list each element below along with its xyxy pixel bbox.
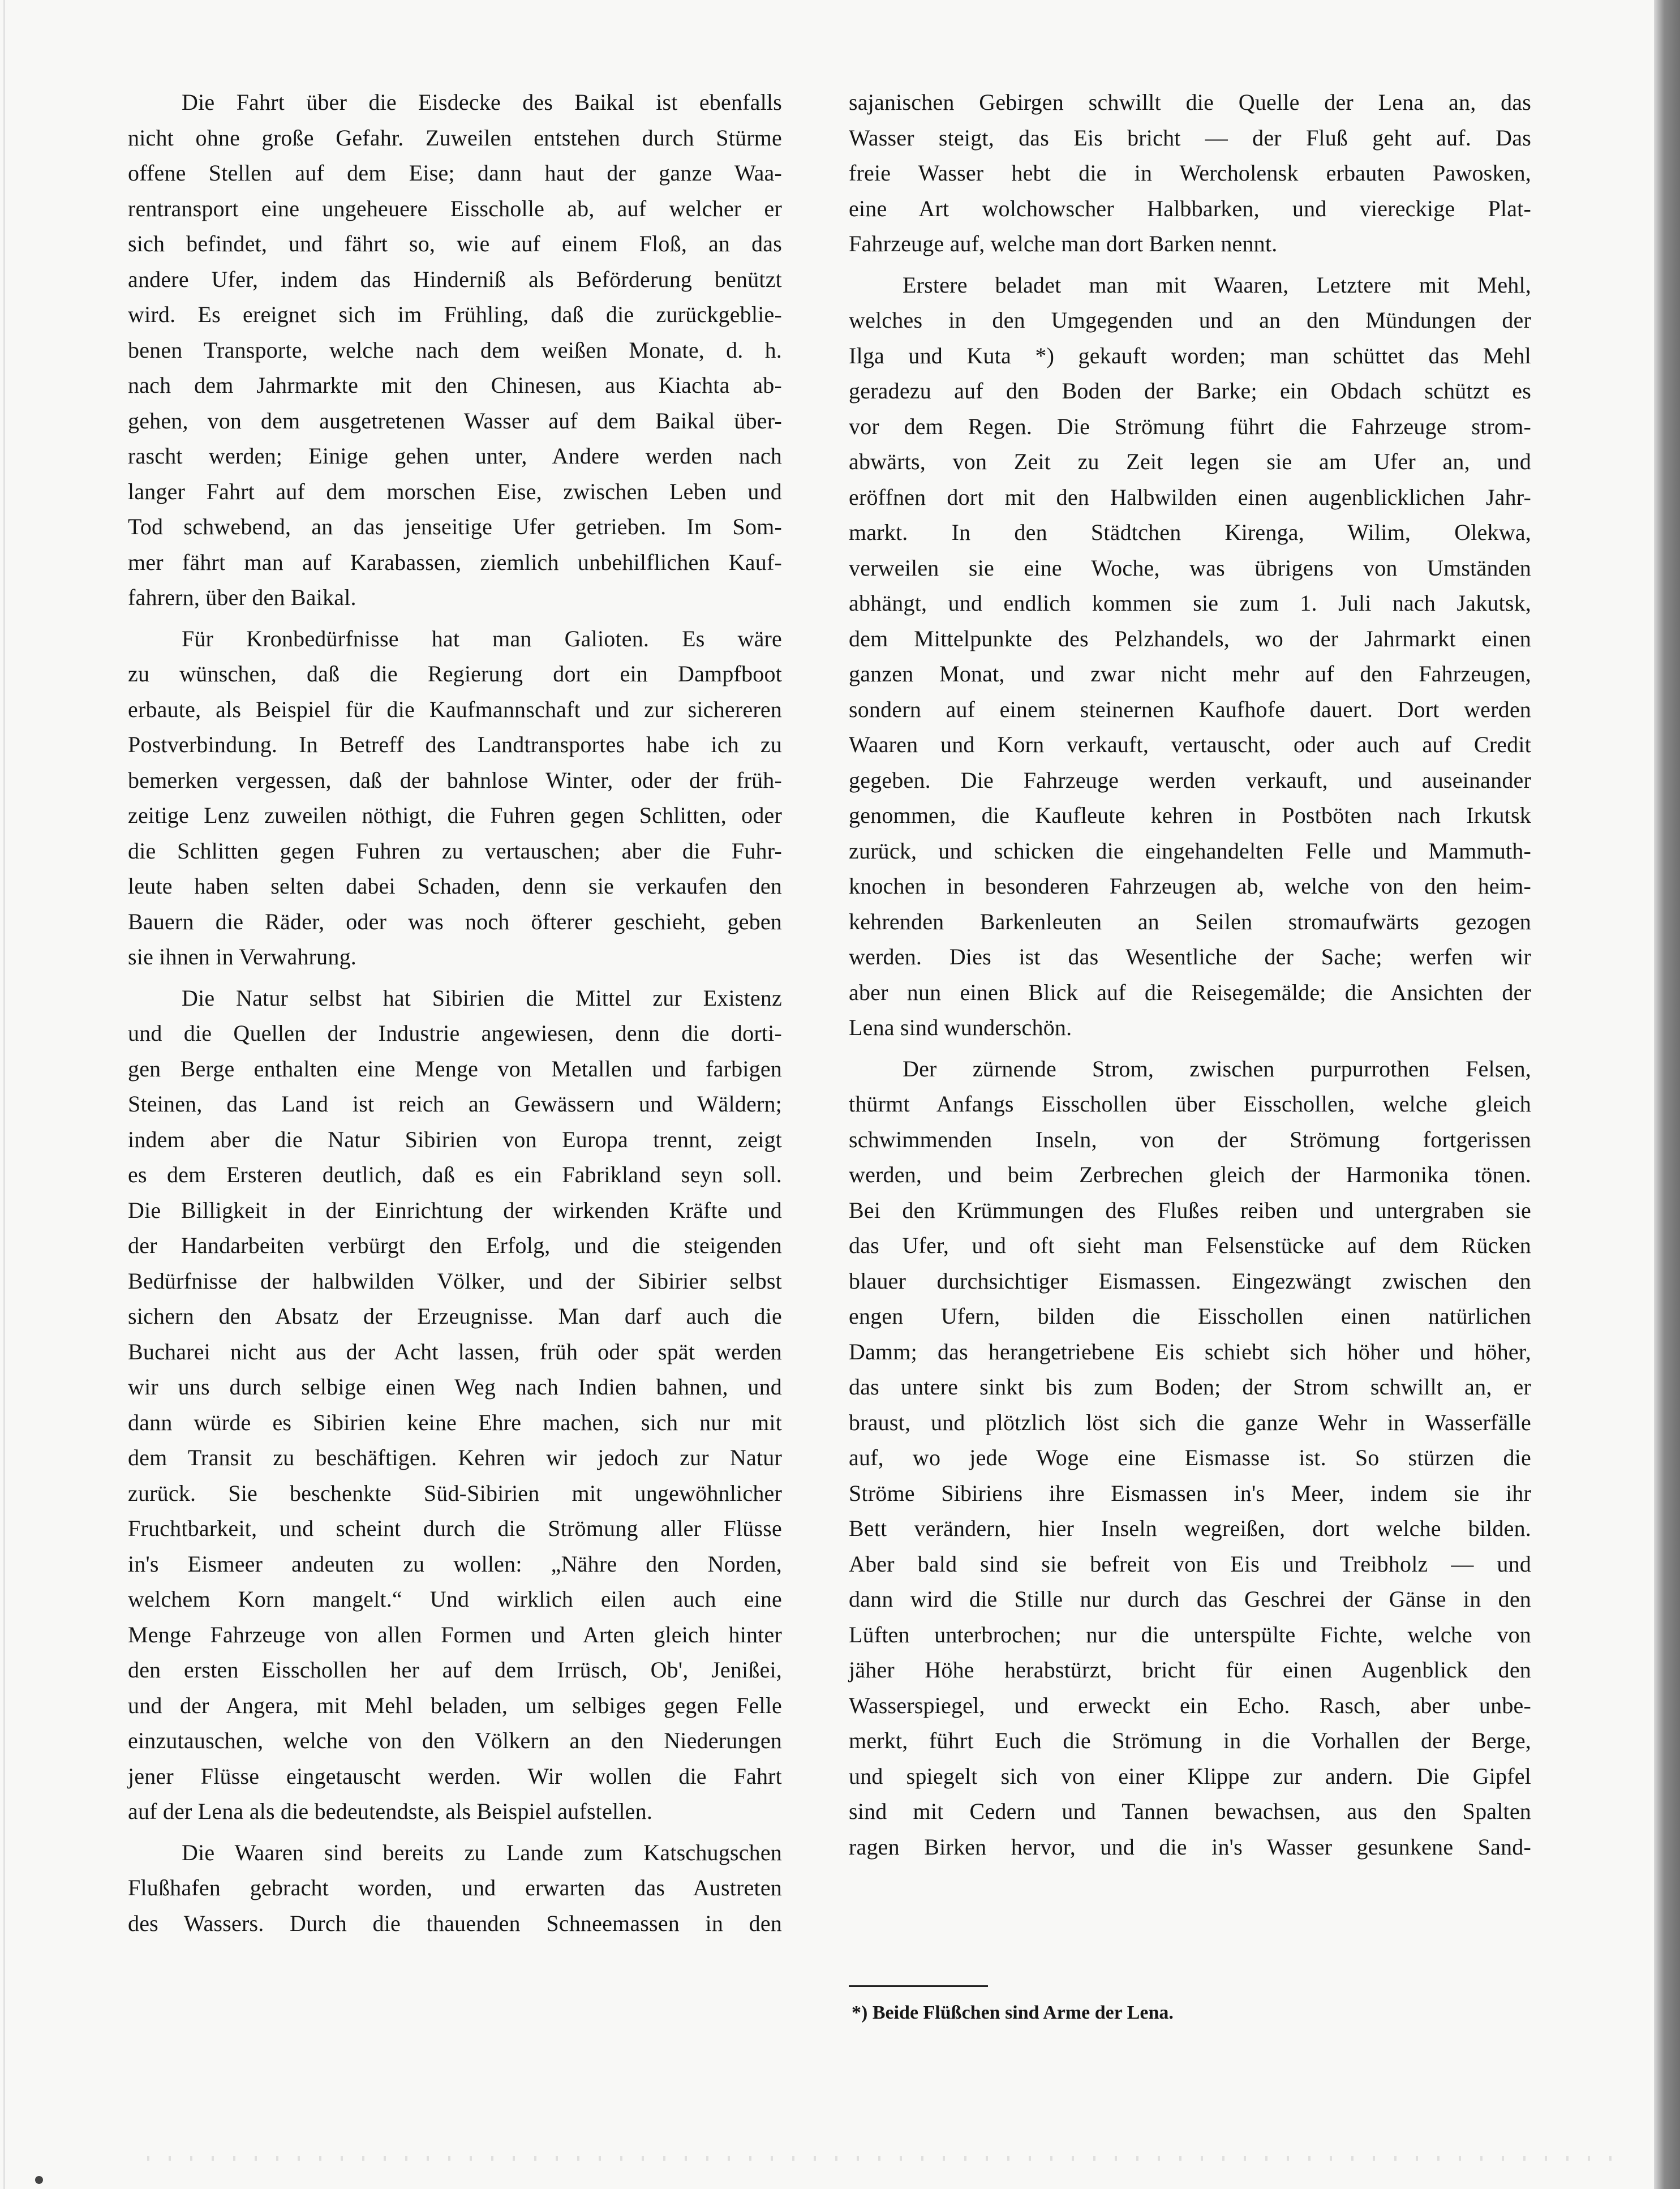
text-line: sondern auf einem steinernen Kaufhofe dauert. Dort werden xyxy=(849,696,1531,722)
text-line: Damm; das herangetriebene Eis schiebt sich höher und höher, xyxy=(849,1338,1531,1364)
text-line: den ersten Eisschollen her auf dem Irrüsch, Ob', Jenißei, xyxy=(128,1657,782,1682)
text-line: Die Billigkeit in der Einrichtung der wirkenden Kräfte und xyxy=(128,1197,782,1223)
text-line: Die Natur selbst hat Sibirien die Mittel zur Existenz xyxy=(182,985,782,1011)
text-line: genommen, die Kaufleute kehren in Postböten nach Irkutsk xyxy=(849,802,1531,828)
text-line: indem aber die Natur Sibirien von Europa trennt, zeigt xyxy=(128,1126,782,1152)
paragraph xyxy=(849,1051,1531,1865)
text-line: Die Waaren sind bereits zu Lande zum Katschugschen xyxy=(182,1839,782,1865)
text-line: zurück, und schicken die eingehandelten Felle und Mammuth- xyxy=(849,838,1531,864)
text-line: Bedürfnisse der halbwilden Völker, und der Sibirier selbst xyxy=(128,1268,782,1294)
left-text-column xyxy=(128,85,782,1947)
text-line: Wasser steigt, das Eis bricht — der Fluß geht auf. Das xyxy=(849,125,1531,151)
text-line: abhängt, und endlich kommen sie zum 1. Juli nach Jakutsk, xyxy=(849,590,1531,616)
text-line: merkt, führt Euch die Strömung in die Vorhallen der Berge, xyxy=(849,1728,1531,1753)
text-line: es dem Ersteren deutlich, daß es ein Fabrikland seyn soll. xyxy=(128,1162,782,1187)
scan-specks xyxy=(147,2156,1618,2161)
text-line: gegeben. Die Fahrzeuge werden verkauft, und auseinander xyxy=(849,767,1531,793)
text-line: sichern den Absatz der Erzeugnisse. Man darf auch die xyxy=(128,1303,782,1329)
text-line: eröffnen dort mit den Halbwilden einen augenblicklichen Jahr- xyxy=(849,484,1531,510)
paragraph xyxy=(128,1835,782,1942)
text-line: andere Ufer, indem das Hinderniß als Beförderung benützt xyxy=(128,266,782,292)
text-line: eine Art wolchowscher Halbbarken, und viereckige Plat- xyxy=(849,195,1531,221)
text-line: Steinen, das Land ist reich an Gewässern und Wäldern; xyxy=(128,1091,782,1117)
text-line: dem Mittelpunkte des Pelzhandels, wo der Jahrmarkt einen xyxy=(849,625,1531,651)
text-line: bemerken vergessen, daß der bahnlose Winter, oder der früh- xyxy=(128,767,782,793)
paragraph xyxy=(849,268,1531,1046)
text-line: Flußhafen gebracht worden, und erwarten das Austreten xyxy=(128,1875,782,1900)
text-line: leute haben selten dabei Schaden, denn sie verkaufen den xyxy=(128,873,782,899)
paragraph xyxy=(849,85,1531,262)
text-line: Bucharei nicht aus der Acht lassen, früh oder spät werden xyxy=(128,1338,782,1364)
text-line: Der zürnende Strom, zwischen purpurrothen Felsen, xyxy=(903,1055,1531,1081)
paragraph xyxy=(128,981,782,1830)
footnote-separator xyxy=(849,1985,988,1987)
text-line: und die Quellen der Industrie angewiesen, denn die dorti- xyxy=(128,1020,782,1046)
text-line: offene Stellen auf dem Eise; dann haut der ganze Waa- xyxy=(128,160,782,186)
text-line: knochen in besonderen Fahrzeugen ab, welche von den heim- xyxy=(849,873,1531,899)
text-line: verweilen sie eine Woche, was übrigens von Umständen xyxy=(849,555,1531,581)
text-line: sie ihnen in Verwahrung. xyxy=(128,944,356,969)
text-line: welches in den Umgegenden und an den Mündungen der xyxy=(849,307,1531,333)
text-line: sajanischen Gebirgen schwillt die Quelle der Lena an, das xyxy=(849,89,1531,115)
text-line: benen Transporte, welche nach dem weißen Monate, d. h. xyxy=(128,337,782,363)
text-line: Fruchtbarkeit, und scheint durch die Strömung aller Flüsse xyxy=(128,1516,782,1541)
text-line: Postverbindung. In Betreff des Landtransportes habe ich zu xyxy=(128,732,782,757)
text-line: Aber bald sind sie befreit von Eis und Treibholz — und xyxy=(849,1551,1531,1577)
text-line: vor dem Regen. Die Strömung führt die Fahrzeuge strom- xyxy=(849,413,1531,439)
text-line: nach dem Jahrmarkte mit den Chinesen, aus Kiachta ab- xyxy=(128,372,782,398)
text-line: Die Fahrt über die Eisdecke des Baikal ist ebenfalls xyxy=(182,89,782,115)
text-line: die Schlitten gegen Fuhren zu vertauschen; aber die Fuhr- xyxy=(128,838,782,864)
text-line: das untere sinkt bis zum Boden; der Strom schwillt an, er xyxy=(849,1374,1531,1400)
text-line: Menge Fahrzeuge von allen Formen und Arten gleich hinter xyxy=(128,1621,782,1647)
text-line: rentransport eine ungeheuere Eisscholle ab, auf welcher er xyxy=(128,195,782,221)
text-line: jäher Höhe herabstürzt, bricht für einen Augenblick den xyxy=(849,1657,1531,1682)
text-line: Ströme Sibiriens ihre Eismassen in's Meer, indem sie ihr xyxy=(849,1480,1531,1506)
text-line: der Handarbeiten verbürgt den Erfolg, und die steigenden xyxy=(128,1233,782,1258)
text-line: dann würde es Sibirien keine Ehre machen, sich nur mit xyxy=(128,1409,782,1435)
text-line: geradezu auf den Boden der Barke; ein Obdach schützt es xyxy=(849,378,1531,404)
text-line: dann wird die Stille nur durch das Geschrei der Gänse in den xyxy=(849,1586,1531,1612)
text-line: engen Ufern, bilden die Eisschollen einen natürlichen xyxy=(849,1303,1531,1329)
text-line: Lena sind wunderschön. xyxy=(849,1015,1072,1040)
text-line: ganzen Monat, und zwar nicht mehr auf den Fahrzeugen, xyxy=(849,661,1531,686)
text-line: sich befindet, und fährt so, wie auf einem Floß, an das xyxy=(128,231,782,256)
right-text-column xyxy=(849,85,1531,1870)
scan-binding-edge xyxy=(1654,0,1680,2189)
text-line: werden. Dies ist das Wesentliche der Sache; werfen wir xyxy=(849,944,1531,969)
text-line: Fahrzeuge auf, welche man dort Barken nennt. xyxy=(849,231,1278,256)
text-line: wird. Es ereignet sich im Frühling, daß die zurückgeblie- xyxy=(128,302,782,327)
text-line: freie Wasser hebt die in Wercholensk erbauten Pawosken, xyxy=(849,160,1531,186)
text-line: blauer durchsichtiger Eismassen. Eingezwängt zwischen den xyxy=(849,1268,1531,1294)
text-line: nicht ohne große Gefahr. Zuweilen entstehen durch Stürme xyxy=(128,125,782,151)
text-line: des Wassers. Durch die thauenden Schneemassen in den xyxy=(128,1910,782,1936)
text-line: rascht werden; Einige gehen unter, Andere werden nach xyxy=(128,443,782,469)
text-line: fahrern, über den Baikal. xyxy=(128,585,356,610)
text-line: und spiegelt sich von einer Klippe zur andern. Die Gipfel xyxy=(849,1763,1531,1789)
text-line: Bauern die Räder, oder was noch öfterer geschieht, geben xyxy=(128,908,782,934)
text-line: schwimmenden Inseln, von der Strömung fortgerissen xyxy=(849,1126,1531,1152)
text-line: jener Flüsse eingetauscht werden. Wir wollen die Fahrt xyxy=(128,1763,782,1789)
text-line: dem Transit zu beschäftigen. Kehren wir jedoch zur Natur xyxy=(128,1445,782,1470)
text-line: abwärts, von Zeit zu Zeit legen sie am Ufer an, und xyxy=(849,449,1531,474)
text-line: gen Berge enthalten eine Menge von Metallen und farbigen xyxy=(128,1055,782,1081)
text-line: Tod schwebend, an das jenseitige Ufer getrieben. Im Som- xyxy=(128,514,782,539)
text-line: Lüften unterbrochen; nur die unterspülte Fichte, welche von xyxy=(849,1621,1531,1647)
text-line: Wasserspiegel, und erweckt ein Echo. Rasch, aber unbe- xyxy=(849,1692,1531,1718)
text-line: langer Fahrt auf dem morschen Eise, zwischen Leben und xyxy=(128,478,782,504)
text-line: erbaute, als Beispiel für die Kaufmannschaft und zur sichereren xyxy=(128,696,782,722)
text-line: das Ufer, und oft sieht man Felsenstücke auf dem Rücken xyxy=(849,1233,1531,1258)
scan-left-edge xyxy=(3,0,5,2189)
paragraph xyxy=(128,85,782,616)
text-line: zeitige Lenz zuweilen nöthigt, die Fuhren gegen Schlitten, oder xyxy=(128,802,782,828)
text-line: Ilga und Kuta *) gekauft worden; man schüttet das Mehl xyxy=(849,342,1531,368)
text-line: einzutauschen, welche von den Völkern an den Niederungen xyxy=(128,1728,782,1753)
text-line: auf der Lena als die bedeutendste, als Beispiel aufstellen. xyxy=(128,1799,653,1824)
text-line: wir uns durch selbige einen Weg nach Indien bahnen, und xyxy=(128,1374,782,1400)
text-line: Waaren und Korn verkauft, vertauscht, oder auch auf Credit xyxy=(849,732,1531,757)
text-line: ragen Birken hervor, und die in's Wasser gesunkene Sand- xyxy=(849,1834,1531,1860)
text-line: in's Eismeer andeuten zu wollen: „Nähre den Norden, xyxy=(128,1551,782,1577)
text-line: zurück. Sie beschenkte Süd-Sibirien mit ungewöhnlicher xyxy=(128,1480,782,1506)
scan-mark xyxy=(35,2176,43,2184)
paragraph xyxy=(128,621,782,975)
text-line: werden, und beim Zerbrechen gleich der Harmonika tönen. xyxy=(849,1162,1531,1187)
text-line: welchem Korn mangelt.“ Und wirklich eilen auch eine xyxy=(128,1586,782,1612)
footnote: *) Beide Flüßchen sind Arme der Lena. xyxy=(852,2002,1174,2023)
text-line: Erstere beladet man mit Waaren, Letztere mit Mehl, xyxy=(903,272,1531,298)
text-line: thürmt Anfangs Eisschollen über Eisschollen, welche gleich xyxy=(849,1091,1531,1117)
text-line: auf, wo jede Woge eine Eismasse ist. So stürzen die xyxy=(849,1445,1531,1470)
text-line: Bei den Krümmungen des Flußes reiben und untergraben sie xyxy=(849,1197,1531,1223)
text-line: braust, und plötzlich löst sich die ganze Wehr in Wasserfälle xyxy=(849,1409,1531,1435)
text-line: gehen, von dem ausgetretenen Wasser auf dem Baikal über- xyxy=(128,407,782,433)
text-line: Für Kronbedürfnisse hat man Galioten. Es wäre xyxy=(182,625,782,651)
text-line: mer fährt man auf Karabassen, ziemlich unbehilflichen Kauf- xyxy=(128,549,782,575)
text-line: sind mit Cedern und Tannen bewachsen, aus den Spalten xyxy=(849,1799,1531,1824)
text-line: zu wünschen, daß die Regierung dort ein Dampfboot xyxy=(128,661,782,686)
text-line: und der Angera, mit Mehl beladen, um selbiges gegen Felle xyxy=(128,1692,782,1718)
text-line: aber nun einen Blick auf die Reisegemälde; die Ansichten der xyxy=(849,979,1531,1005)
text-line: kehrenden Barkenleuten an Seilen stromaufwärts gezogen xyxy=(849,908,1531,934)
text-line: markt. In den Städtchen Kirenga, Wilim, Olekwa, xyxy=(849,520,1531,545)
text-line: Bett verändern, hier Inseln wegreißen, dort welche bilden. xyxy=(849,1516,1531,1541)
